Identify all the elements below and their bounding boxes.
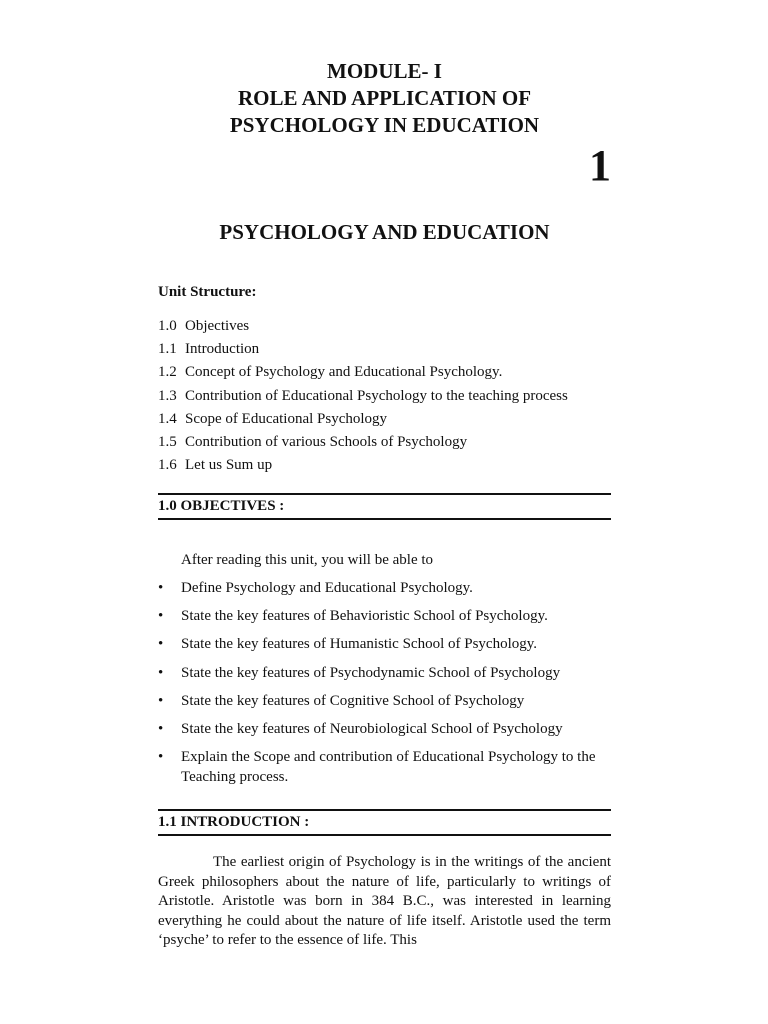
- objective-item: [158, 606, 611, 626]
- toc-item-number: 1.1: [158, 341, 177, 358]
- toc-item-text: Let us Sum up: [185, 457, 273, 474]
- toc-item: [158, 431, 611, 454]
- toc-item: [158, 408, 611, 431]
- toc-item: [158, 454, 611, 477]
- module-title-line-1: ROLE AND APPLICATION OF: [237, 86, 532, 110]
- introduction-section-heading: 1.1 INTRODUCTION :: [158, 809, 611, 836]
- objective-text: State the key features of Behavioristic School of Psychology.: [181, 608, 548, 625]
- toc-item-number: 1.3: [158, 387, 177, 404]
- bullet-icon: •: [158, 580, 164, 596]
- objectives-section-heading: 1.0 OBJECTIVES :: [158, 493, 611, 520]
- module-heading: [158, 58, 611, 139]
- module-line: MODULE- I: [327, 59, 442, 83]
- toc-item-text: Contribution of various Schools of Psychology: [185, 434, 468, 451]
- chapter-title: PSYCHOLOGY AND EDUCATION: [219, 220, 550, 244]
- toc-item: [158, 338, 611, 361]
- toc-item-text: Introduction: [185, 341, 260, 358]
- bullet-icon: •: [158, 608, 164, 625]
- objectives-bullet-list: [158, 578, 611, 795]
- toc-item: [158, 385, 611, 408]
- objective-item: [158, 691, 611, 711]
- objective-item: [158, 719, 611, 739]
- objective-item: [158, 578, 611, 598]
- objectives-lead-text: After reading this unit, you will be able to: [181, 552, 434, 568]
- toc-item-number: 1.4: [158, 410, 177, 427]
- objective-text: Explain the Scope and contribution of Educational Psychology to the Teaching process.: [181, 749, 596, 786]
- objective-item: [158, 747, 611, 787]
- toc-item-number: 1.6: [158, 457, 177, 474]
- bullet-icon: •: [158, 636, 164, 653]
- objective-text: Define Psychology and Educational Psychology.: [181, 580, 473, 596]
- toc-item: [158, 315, 611, 338]
- toc-item-text: Objectives: [185, 318, 250, 334]
- chapter-number: 1: [589, 141, 611, 190]
- objective-text: State the key features of Neurobiological School of Psychology: [181, 720, 563, 737]
- objective-text: State the key features of Cognitive School of Psychology: [181, 692, 525, 709]
- toc-item-number: 1.0: [158, 318, 177, 334]
- objective-item: [158, 634, 611, 654]
- toc-item-text: Scope of Educational Psychology: [185, 410, 388, 427]
- toc-item: [158, 361, 611, 384]
- toc-item-number: 1.5: [158, 434, 177, 451]
- objective-text: State the key features of Psychodynamic School of Psychology: [181, 664, 561, 681]
- toc-item-number: 1.2: [158, 364, 177, 381]
- introduction-paragraph: The earliest origin of Psychology is in the writings of the ancient Greek philosophers about the nature of life, particularly to writings of Aristotle. Aristotle was born in 384 B.C., was interested in learning everything he could about the nature of life itself. Aristotle used the term ‘psyche’ to refer to the essence of life. This: [158, 854, 611, 949]
- bullet-icon: •: [158, 749, 164, 766]
- unit-structure-label: Unit Structure:: [158, 284, 257, 300]
- bullet-icon: •: [158, 720, 164, 737]
- toc-item-text: Contribution of Educational Psychology to the teaching process: [185, 387, 568, 404]
- unit-structure-list: [158, 315, 611, 477]
- objective-text: State the key features of Humanistic School of Psychology.: [181, 636, 538, 653]
- module-title-line-2: PSYCHOLOGY IN EDUCATION: [229, 113, 540, 137]
- bullet-icon: •: [158, 664, 164, 681]
- objective-item: [158, 663, 611, 683]
- toc-item-text: Concept of Psychology and Educational Psychology.: [185, 364, 503, 381]
- bullet-icon: •: [158, 692, 164, 709]
